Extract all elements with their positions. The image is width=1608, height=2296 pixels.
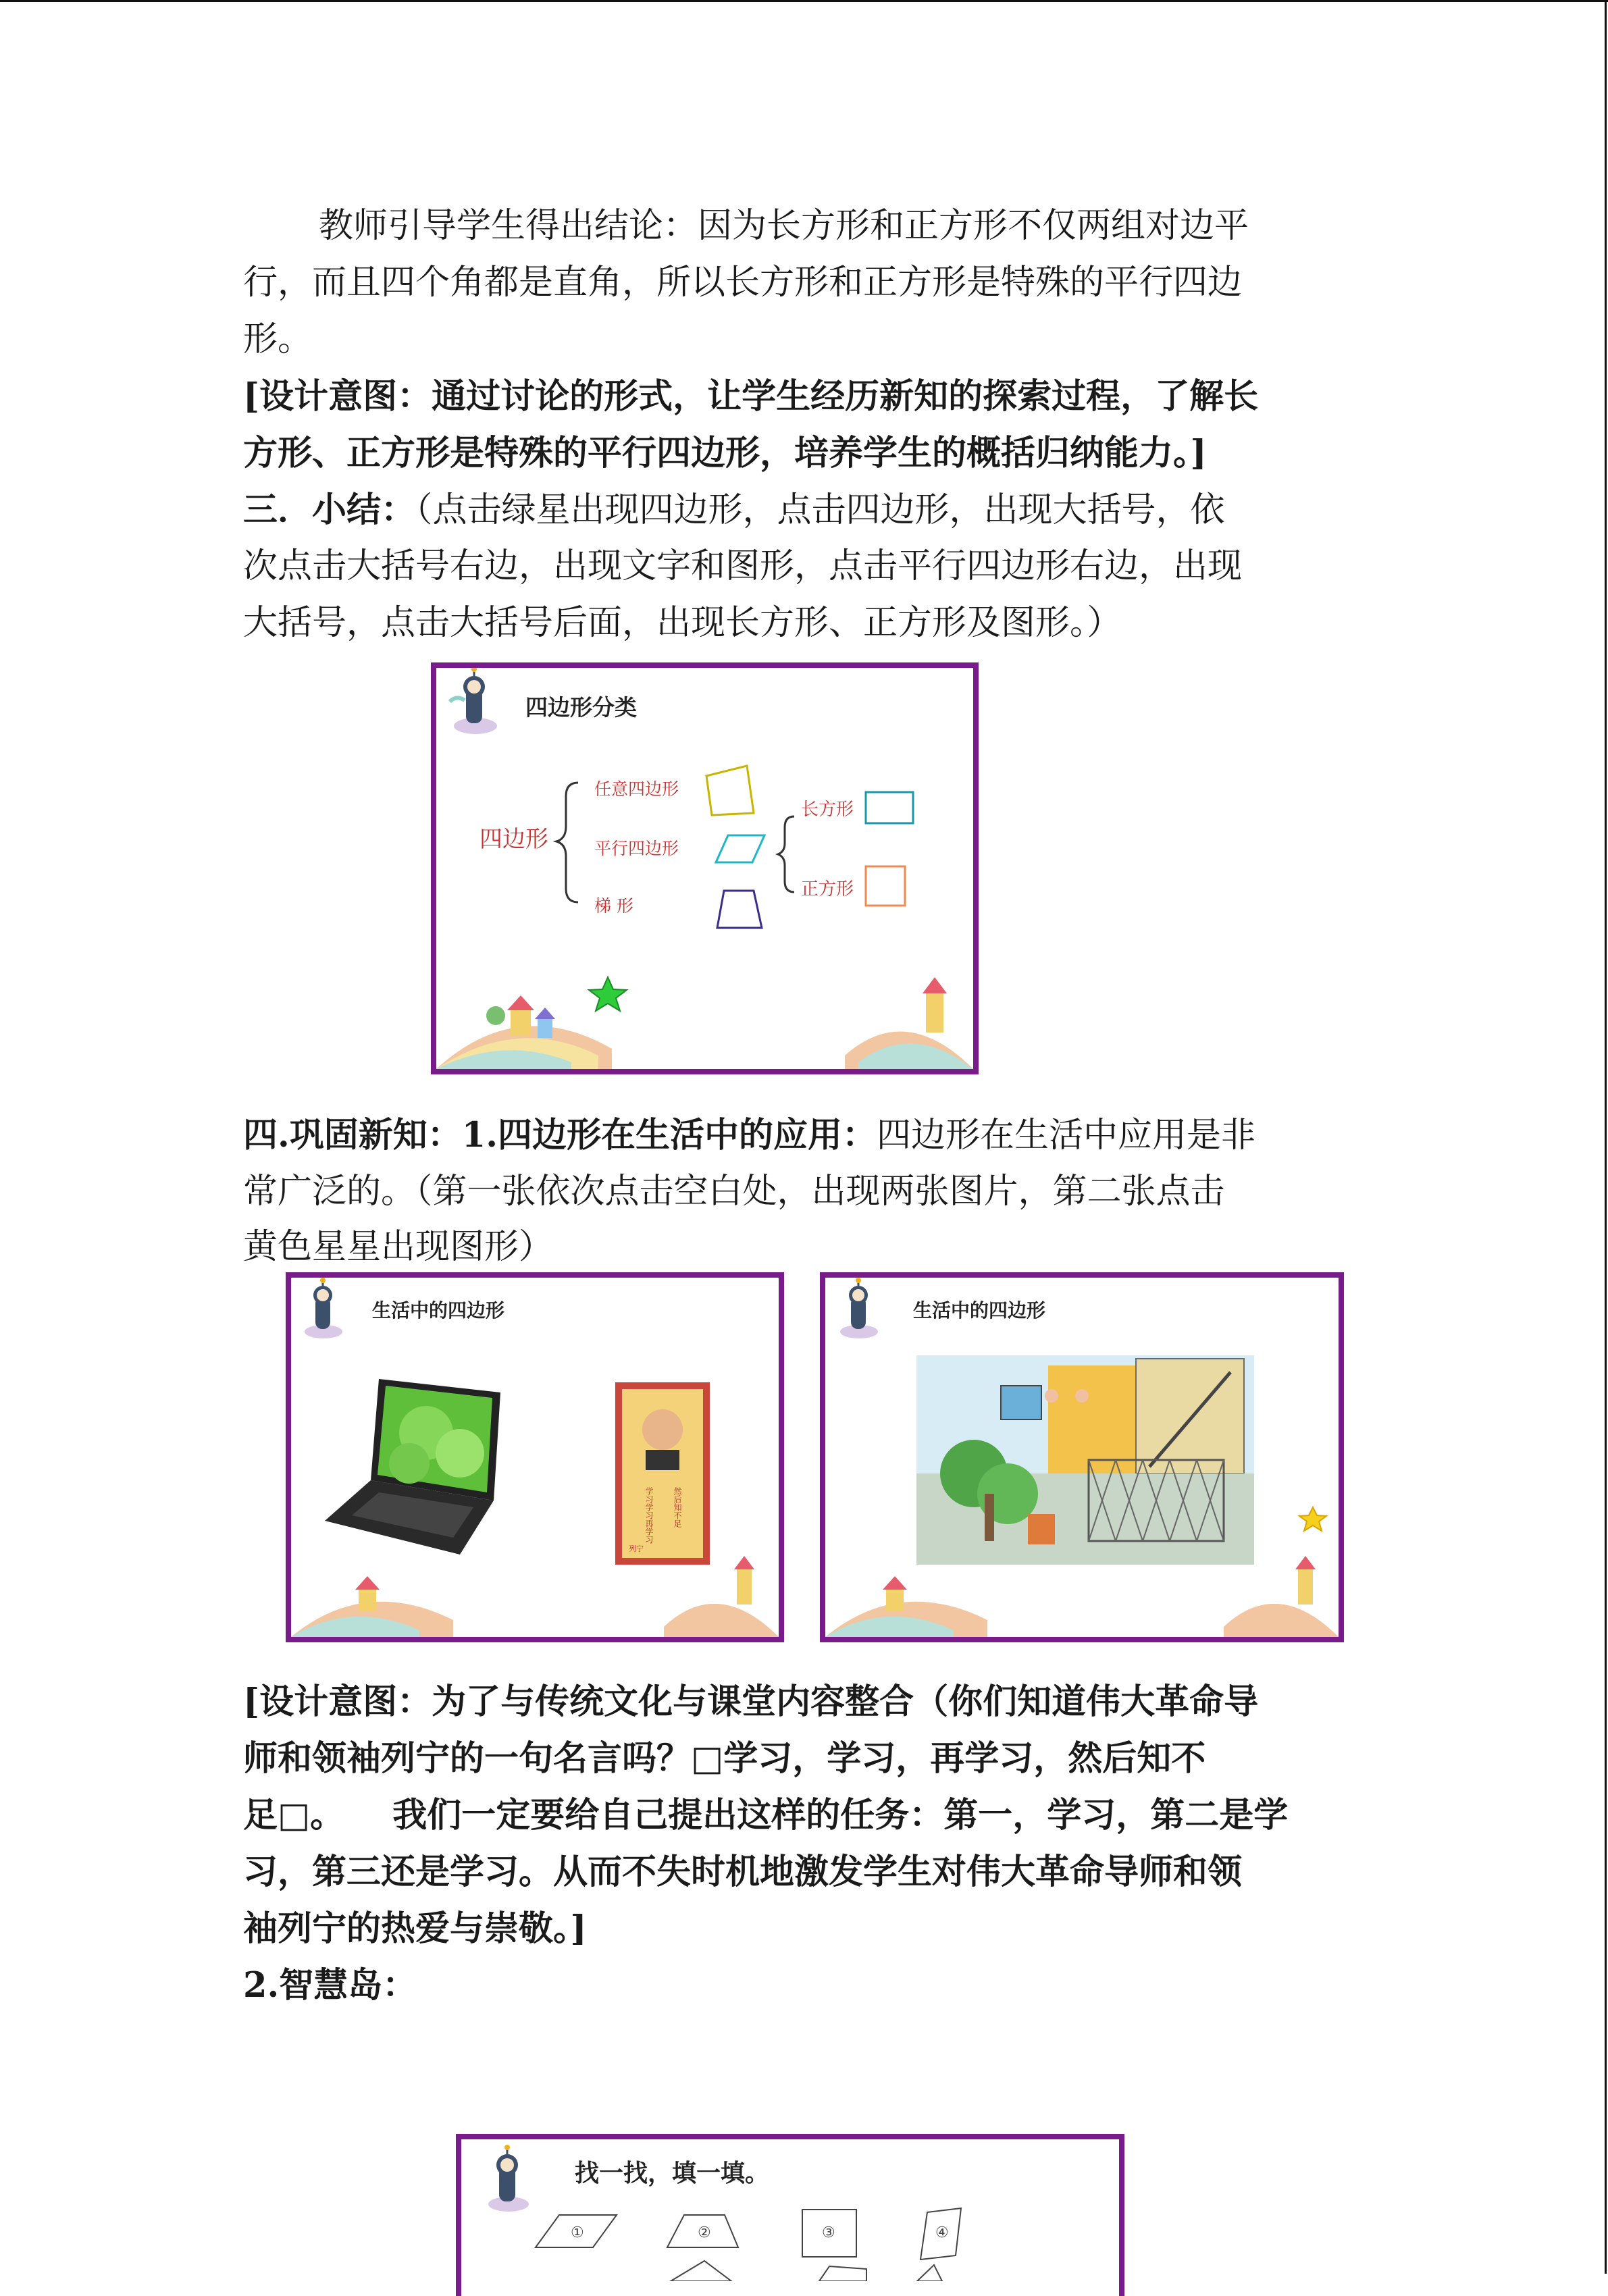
life-slide-2-art (825, 1278, 1339, 1637)
consolidate-line-1 (243, 1107, 1371, 1164)
wisdom-island-heading: 2.智慧岛： (243, 1965, 417, 2006)
rainbow-hill-left-decoration (825, 1576, 987, 1637)
find-fill-art (461, 2139, 1119, 2281)
shape-1-label: ① (571, 2224, 584, 2241)
big-brace-left (556, 783, 578, 902)
design-intent-2-line-2: 师和领袖列宁的一句名言吗？□学习，学习，再学习，然后知不 (243, 1738, 1206, 1779)
shape-2-label: ② (698, 2224, 711, 2241)
classification-diagram (436, 668, 973, 1069)
slide-life-quadrilaterals-2 (820, 1272, 1344, 1642)
shape-5-partial (671, 2261, 731, 2281)
slide-find-and-fill (456, 2134, 1124, 2296)
poster-signature: 列宁 (629, 1544, 644, 1553)
rainbow-hill-right-decoration (845, 977, 973, 1069)
label-parallelogram: 平行四边形 (594, 839, 679, 858)
life-slide-1-art (291, 1278, 779, 1637)
label-trapezoid: 梯 形 (594, 896, 633, 916)
summary-text-1: （点击绿星出现四边形，点击四边形，出现大括号，依 (415, 490, 1225, 530)
slide-quadrilateral-classification (431, 662, 979, 1074)
any-quadrilateral-shape (706, 766, 754, 815)
design-intent-1-line-1: [设计意图：通过讨论的形式，让学生经历新知的探索过程，了解长 (243, 376, 1259, 417)
shape-4-label: ④ (935, 2224, 949, 2241)
rainbow-hill-left-decoration (436, 995, 612, 1069)
summary-line-1 (243, 481, 1371, 539)
poster-left-text: 学习学习再学习 (644, 1487, 654, 1544)
page-top-rule (0, 0, 1608, 2)
design-intent-2-line-4: 习，第三还是学习。从而不失时机地激发学生对伟大革命导师和领 (243, 1852, 1243, 1892)
rectangle-shape (866, 792, 913, 823)
summary-line-3: 大括号，点击大括号后面，出现长方形、正方形及图形。） (243, 603, 1122, 643)
label-quadrilateral: 四边形 (479, 826, 548, 853)
mascot-icon (488, 2145, 529, 2212)
conclusion-text-1: 教师引导学生得出结论：因为长方形和正方形不仅两组对边平 (319, 206, 1249, 246)
school-scene-image (916, 1355, 1254, 1565)
label-square: 正方形 (801, 879, 854, 899)
trapezoid-shape (717, 891, 762, 928)
design-intent-2-line-1: [设计意图：为了与传统文化与课堂内容整合（你们知道伟大革命导 (243, 1681, 1259, 1722)
consolidate-text-1: 四边形在生活中应用是非 (877, 1116, 1256, 1155)
shape-6-partial (819, 2266, 866, 2281)
consolidate-heading: 四.巩固新知：1.四边形在生活中的应用： (243, 1115, 877, 1155)
design-intent-2-line-3: 足□。 我们一定要给自己提出这样的任务：第一，学习，第二是学 (243, 1795, 1289, 1835)
slide-title: 生活中的四边形 (372, 1299, 505, 1322)
label-rectangle: 长方形 (801, 800, 854, 820)
mascot-icon (305, 1278, 342, 1338)
slide-title: 四边形分类 (525, 694, 637, 721)
page-right-rule (1605, 0, 1607, 2274)
shape-7-partial (917, 2265, 942, 2281)
rainbow-hill-right-decoration (664, 1556, 779, 1637)
label-any-quadrilateral: 任意四边形 (594, 779, 679, 799)
mascot-icon (450, 668, 497, 734)
slide-title: 找一找，填一填。 (575, 2160, 770, 2187)
small-brace (778, 816, 794, 892)
conclusion-line-2: 行，而且四个角都是直角，所以长方形和正方形是特殊的平行四边 (243, 263, 1243, 303)
laptop-image (325, 1379, 500, 1555)
mascot-icon (840, 1278, 878, 1338)
conclusion-line-3: 形。 (243, 319, 313, 359)
shape-3-label: ③ (822, 2224, 835, 2241)
slide-life-quadrilaterals-1 (286, 1272, 784, 1642)
summary-line-2: 次点击大括号右边，出现文字和图形，点击平行四边形右边，出现 (243, 546, 1243, 586)
design-intent-1-line-2: 方形、正方形是特殊的平行四边形，培养学生的概括归纳能力。] (243, 433, 1207, 473)
conclusion-line-1 (243, 198, 1371, 255)
square-shape (866, 866, 905, 906)
summary-heading: 三．小结： (243, 490, 416, 530)
green-star-icon (589, 977, 627, 1011)
rainbow-hill-right-decoration (1224, 1556, 1339, 1637)
parallelogram-shape (716, 835, 764, 862)
lenin-poster-image (615, 1382, 710, 1565)
poster-right-text: 然后知不足 (673, 1487, 682, 1528)
rainbow-hill-left-decoration (291, 1576, 453, 1637)
design-intent-2-line-5: 袖列宁的热爱与崇敬。] (243, 1908, 587, 1949)
yellow-star-icon (1299, 1507, 1326, 1531)
consolidate-line-3: 黄色星星出现图形） (243, 1227, 554, 1267)
consolidate-line-2: 常广泛的。（第一张依次点击空白处，出现两张图片，第二张点击 (243, 1172, 1225, 1211)
slide-title: 生活中的四边形 (913, 1299, 1046, 1322)
